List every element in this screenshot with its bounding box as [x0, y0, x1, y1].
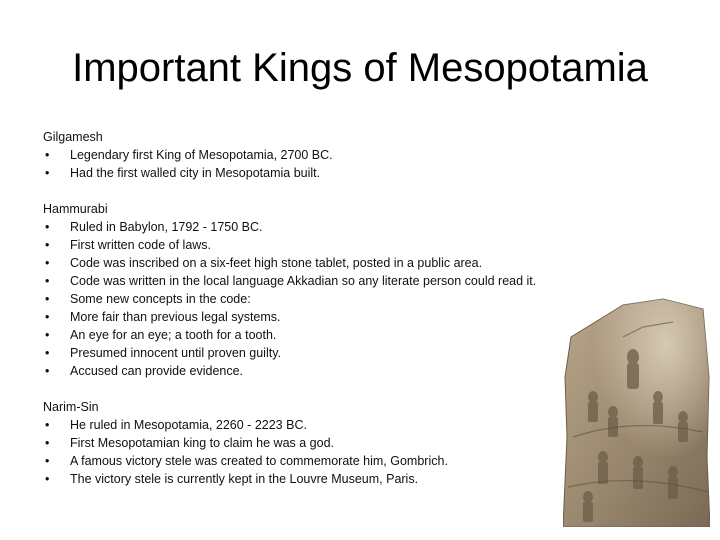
bullet-item: • Some new concepts in the code: [43, 290, 603, 308]
bullet-item: • Presumed innocent until proven guilty. [43, 344, 603, 362]
bullet-item: • A famous victory stele was created to commemorate him, Gombrich. [43, 452, 603, 470]
slide-title: Important Kings of Mesopotamia [72, 46, 648, 90]
bullet-item: • Ruled in Babylon, 1792 - 1750 BC. [43, 218, 603, 236]
bullet-item: • Code was inscribed on a six-feet high stone tablet, posted in a public area. [43, 254, 603, 272]
bullet-item: • Legendary first King of Mesopotamia, 2700 BC. [43, 146, 603, 164]
bullet-list [43, 416, 603, 488]
bullet-item: • First Mesopotamian king to claim he was a god. [43, 434, 603, 452]
section-gilgamesh [43, 128, 603, 182]
victory-stele-image [563, 297, 710, 527]
bullet-list [43, 218, 603, 380]
bullet-item: • Accused can provide evidence. [43, 362, 603, 380]
section-narim-sin [43, 398, 603, 488]
bullet-item: • The victory stele is currently kept in the Louvre Museum, Paris. [43, 470, 603, 488]
slide-content [43, 128, 603, 506]
bullet-item: • Code was written in the local language Akkadian so any literate person could read it. [43, 272, 603, 290]
bullet-item: • He ruled in Mesopotamia, 2260 - 2223 BC. [43, 416, 603, 434]
section-heading: Gilgamesh [43, 130, 103, 144]
section-hammurabi [43, 200, 603, 380]
section-heading: Hammurabi [43, 202, 108, 216]
bullet-list [43, 146, 603, 182]
bullet-item: • An eye for an eye; a tooth for a tooth. [43, 326, 603, 344]
bullet-item: • Had the first walled city in Mesopotamia built. [43, 164, 603, 182]
section-heading: Narim-Sin [43, 400, 99, 414]
bullet-item: • More fair than previous legal systems. [43, 308, 603, 326]
bullet-item: • First written code of laws. [43, 236, 603, 254]
